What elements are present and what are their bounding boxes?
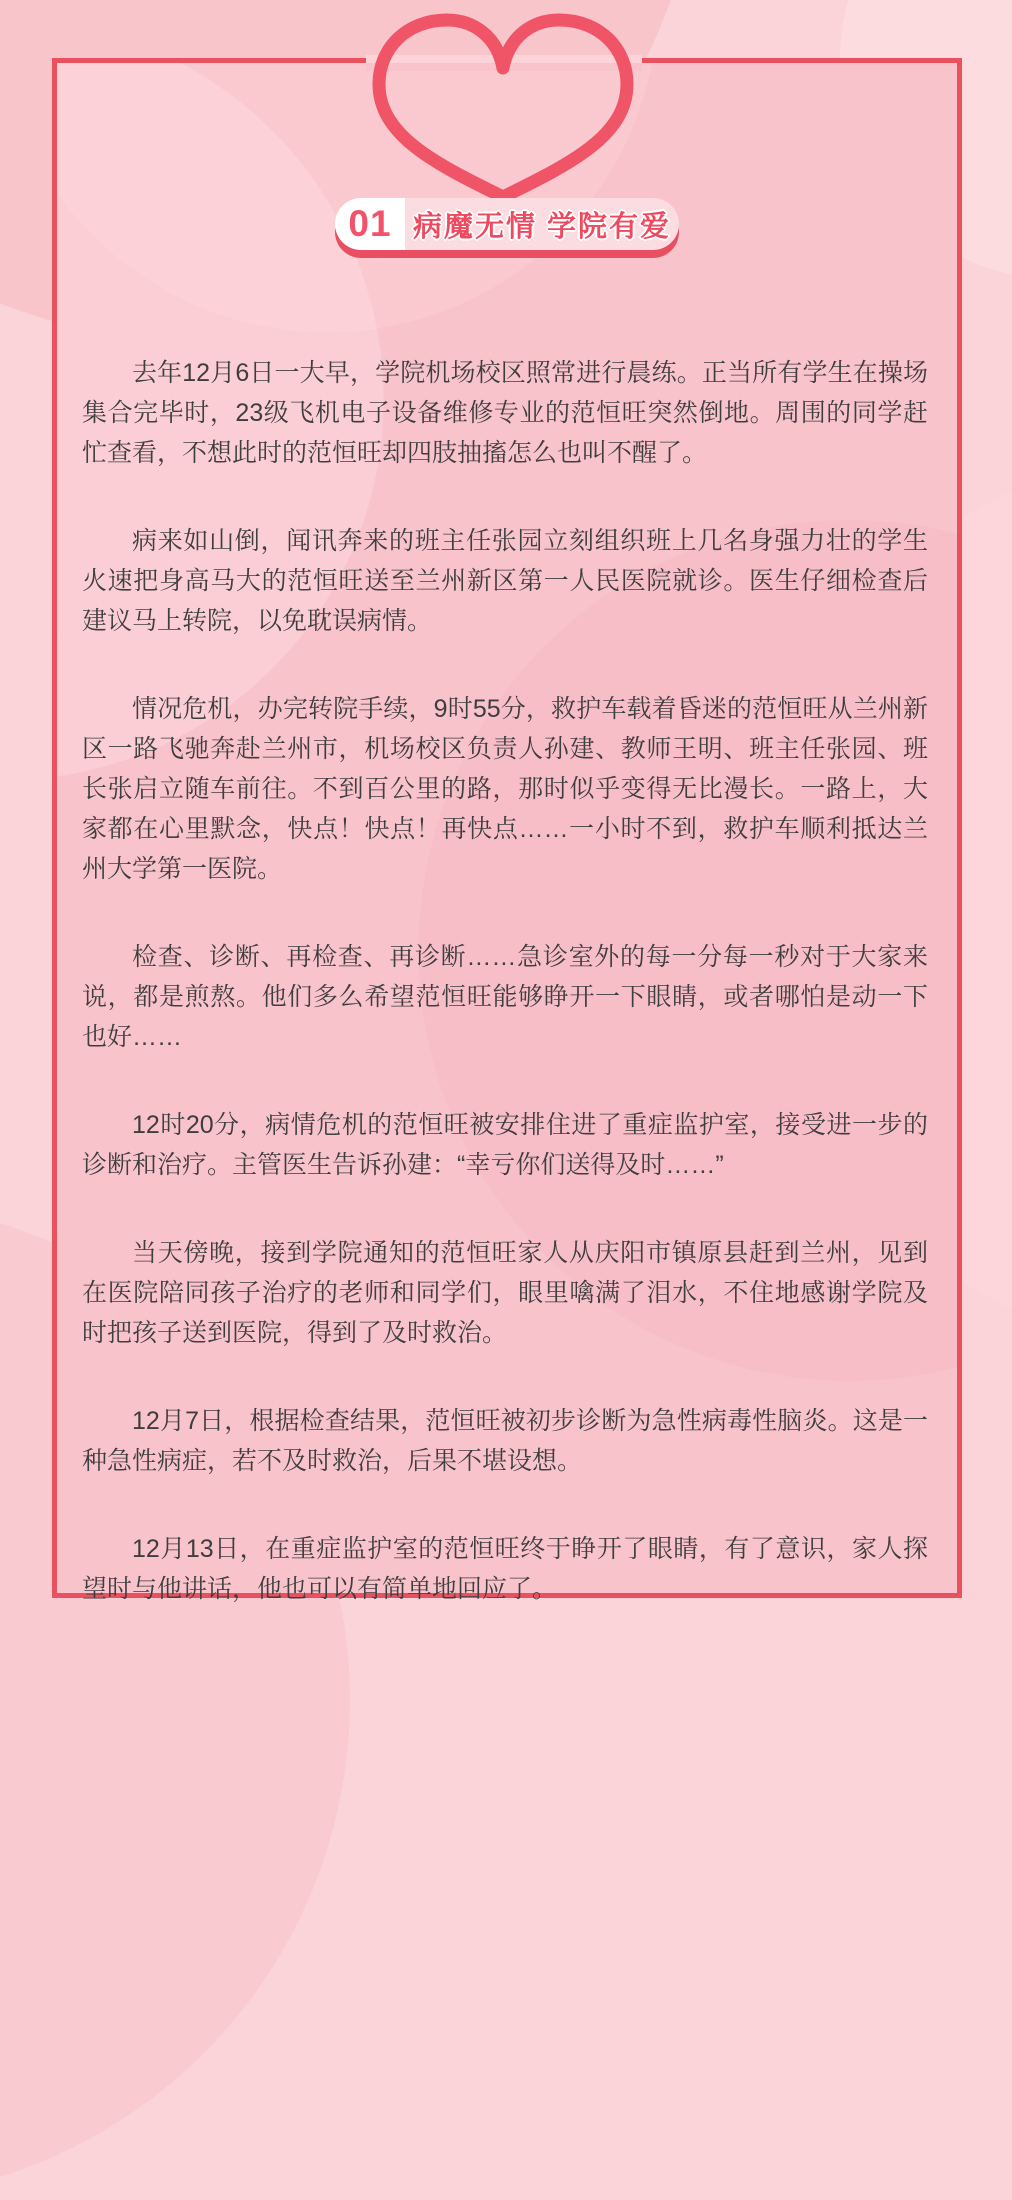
paragraph: 12月13日，在重症监护室的范恒旺终于睁开了眼睛，有了意识，家人探望时与他讲话，他也可以有简单地回应了。: [82, 1535, 928, 1603]
paragraph: 12时20分，病情危机的范恒旺被安排住进了重症监护室，接受进一步的诊断和治疗。主管医生告诉孙建：“幸亏你们送得及时……”: [82, 1111, 928, 1179]
paragraph: 去年12月6日一大早，学院机场校区照常进行晨练。正当所有学生在操场集合完毕时，23级飞机电子设备维修专业的范恒旺突然倒地。周围的同学赶忙查看，不想此时的范恒旺却四肢抽搐怎么也叫不醒了。: [82, 359, 928, 467]
article-body: [57, 63, 957, 1657]
section-title: 病魔无情 学院有爱: [405, 198, 679, 250]
paragraph: 情况危机，办完转院手续，9时55分，救护车载着昏迷的范恒旺从兰州新区一路飞驰奔赴兰州市，机场校区负责人孙建、教师王明、班主任张园、班长张启立随车前往。不到百公里的路，那时似乎变得无比漫长。一路上，大家都在心里默念，快点！快点！再快点……一小时不到，救护车顺利抵达兰州大学第一医院。: [82, 695, 928, 883]
paragraph: 病来如山倒，闻讯奔来的班主任张园立刻组织班上几名身强力壮的学生火速把身高马大的范恒旺送至兰州新区第一人民医院就诊。医生仔细检查后建议马上转院，以免耽误病情。: [82, 527, 928, 635]
paragraph: 12月7日，根据检查结果，范恒旺被初步诊断为急性病毒性脑炎。这是一种急性病症，若不及时救治，后果不堪设想。: [82, 1407, 928, 1475]
section-number: 01: [335, 198, 405, 250]
paragraph: 检查、诊断、再检查、再诊断……急诊室外的每一分每一秒对于大家来说，都是煎熬。他们多么希望范恒旺能够睁开一下眼睛，或者哪怕是动一下也好……: [82, 943, 928, 1051]
paragraph: 当天傍晚，接到学院通知的范恒旺家人从庆阳市镇原县赶到兰州，见到在医院陪同孩子治疗的老师和同学们，眼里噙满了泪水，不住地感谢学院及时把孩子送到医院，得到了及时救治。: [82, 1239, 928, 1347]
